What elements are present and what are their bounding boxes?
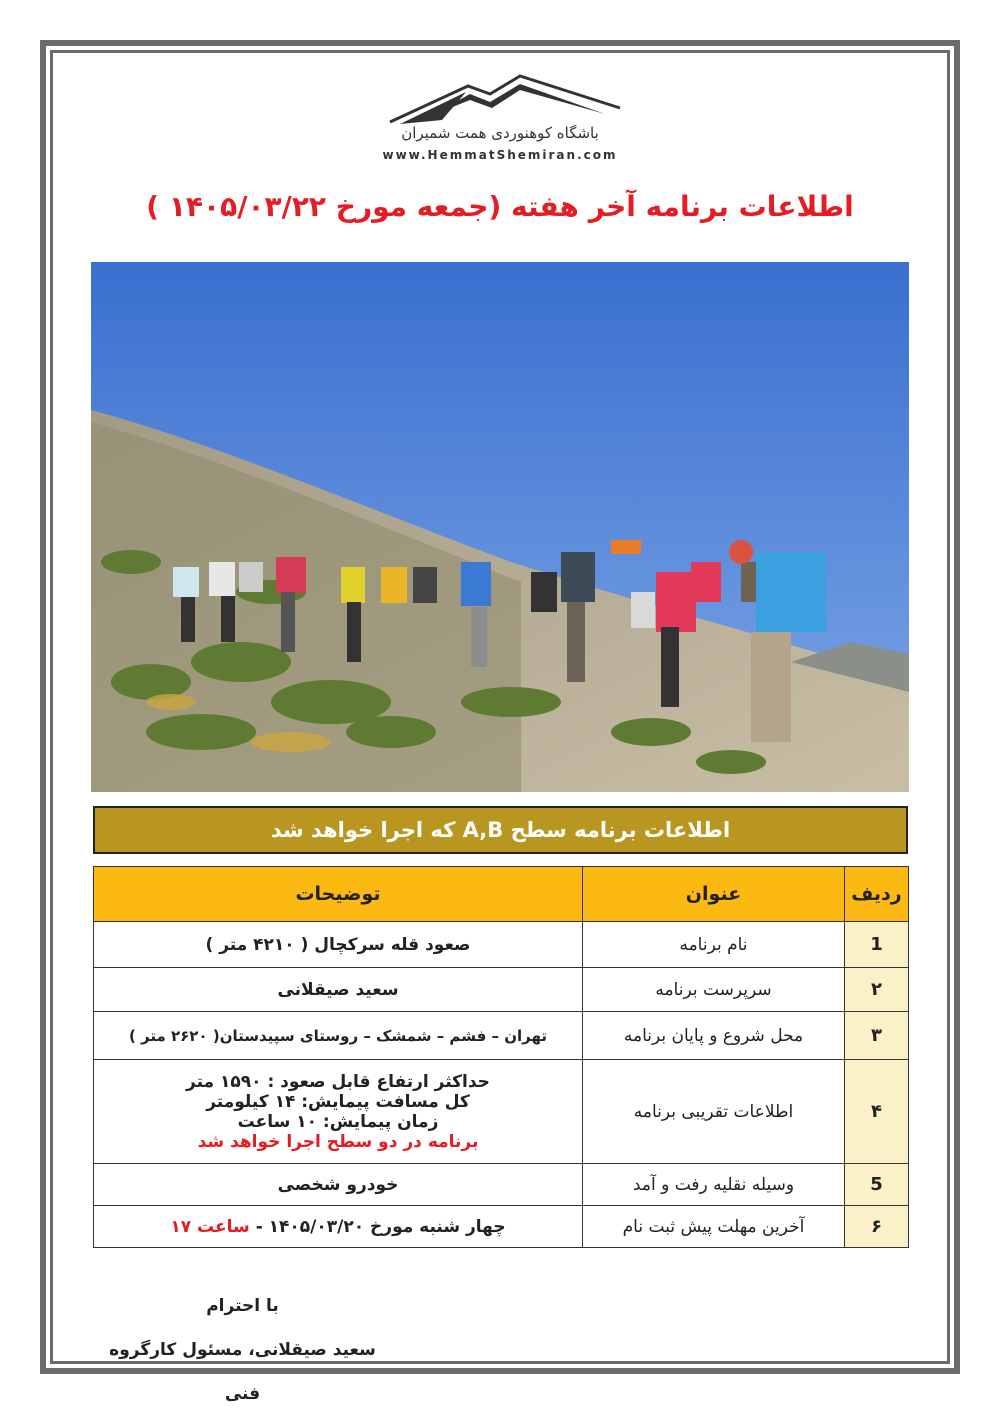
header-subject: عنوان [583, 867, 845, 922]
page-title: اطلاعات برنامه آخر هفته (جمعه مورخ ۱۴۰۵/۰۳/۲۲ ) [146, 190, 854, 223]
details-note: برنامه در دو سطح اجرا خواهد شد [197, 1131, 479, 1152]
details-line: زمان پیمایش: ۱۰ ساعت [237, 1111, 439, 1132]
row-number: ۲ [845, 968, 909, 1012]
table-row [94, 1060, 909, 1164]
table-row [94, 1164, 909, 1206]
row-number: ۳ [845, 1012, 909, 1060]
table-row [94, 1206, 909, 1248]
row-number: ۴ [845, 1060, 909, 1164]
row-subject: وسیله نقلیه رفت و آمد [583, 1164, 845, 1206]
row-details [94, 1206, 583, 1248]
deadline-time: ساعت ۱۷ [170, 1216, 250, 1237]
row-details: خودرو شخصی [94, 1164, 583, 1206]
table-row [94, 968, 909, 1012]
row-number: 1 [845, 922, 909, 968]
program-info-table [93, 866, 909, 1248]
row-number: 5 [845, 1164, 909, 1206]
row-details: تهران – فشم – شمشک – روستای سپیدستان( ۲۶۲۰ متر ) [94, 1012, 583, 1060]
regards-text: با احترام [206, 1296, 279, 1316]
details-line: حداکثر ارتفاع قابل صعود : ۱۵۹۰ متر [186, 1071, 490, 1092]
row-details: صعود قله سرکچال ( ۴۲۱۰ متر ) [94, 922, 583, 968]
club-name: باشگاه کوهنوردی همت شمیران [401, 124, 599, 142]
row-details: سعید صیقلانی [94, 968, 583, 1012]
row-subject: نام برنامه [583, 922, 845, 968]
row-subject: محل شروع و پایان برنامه [583, 1012, 845, 1060]
section-title-bar: اطلاعات برنامه سطح A,B که اجرا خواهد شد [93, 806, 908, 854]
hikers-photo [91, 262, 909, 792]
signature-text: سعید صیقلانی، مسئول کارگروه فنی [109, 1340, 376, 1404]
row-subject: اطلاعات تقریبی برنامه [583, 1060, 845, 1164]
header-details: توضیحات [94, 867, 583, 922]
row-subject: سرپرست برنامه [583, 968, 845, 1012]
row-subject: آخرین مهلت پیش ثبت نام [583, 1206, 845, 1248]
details-line: کل مسافت پیمایش: ۱۴ کیلومتر [206, 1091, 470, 1112]
deadline-date: چهار شنبه مورخ ۱۴۰۵/۰۳/۲۰ - [255, 1216, 506, 1237]
row-details [94, 1060, 583, 1164]
table-header-row [94, 867, 909, 922]
header-row-number: ردیف [845, 867, 909, 922]
table-row [94, 922, 909, 968]
table-row [94, 1012, 909, 1060]
row-number: ۶ [845, 1206, 909, 1248]
club-url: www.HemmatShemiran.com [382, 148, 618, 162]
closing-block [90, 1284, 395, 1416]
